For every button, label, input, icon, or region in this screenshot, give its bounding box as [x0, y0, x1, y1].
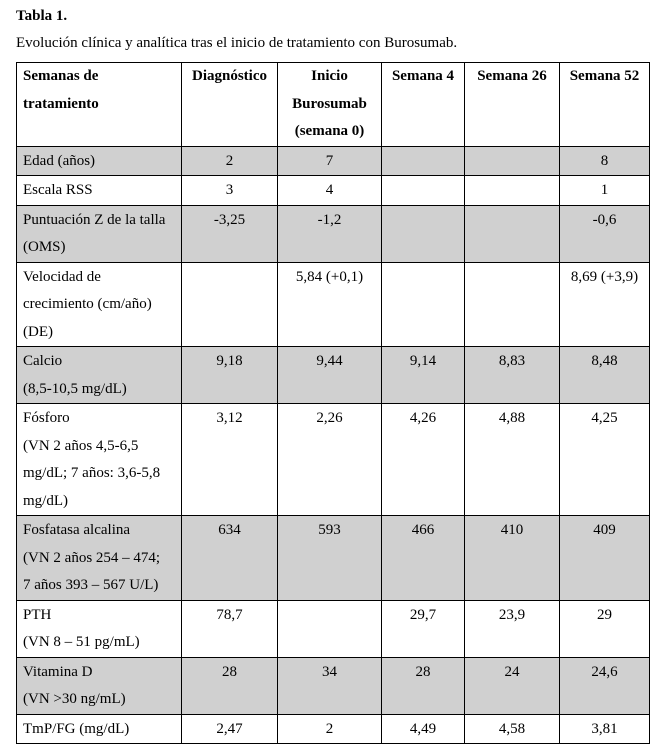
cell-text-line: Fosfatasa alcalina: [23, 522, 131, 538]
cell-text-line: Fósforo: [23, 410, 70, 426]
table-cell: 2,47: [182, 714, 278, 744]
table-cell: 4,26: [382, 404, 465, 516]
cell-text-line: Diagnóstico: [192, 68, 267, 84]
table-cell: 9,18: [182, 347, 278, 404]
table-title: Tabla 1.: [16, 8, 68, 24]
cell-text-line: PTH: [23, 606, 52, 623]
cell-text-line: Vitamina D: [23, 663, 93, 680]
row-label: [17, 262, 182, 347]
table-cell: [465, 205, 560, 262]
table-cell: -1,2: [278, 205, 382, 262]
table-cell: 3,12: [182, 404, 278, 516]
table-cell: 8,69 (+3,9): [560, 262, 650, 347]
column-header: [182, 63, 278, 147]
table-cell: [382, 176, 465, 206]
cell-text-line: (8,5-10,5 mg/dL): [23, 380, 127, 397]
table-cell: 4,49: [382, 714, 465, 744]
cell-text-line: crecimiento (cm/año): [23, 296, 152, 312]
row-label: [17, 657, 182, 714]
row-label: [17, 516, 182, 601]
cell-text-line: Semana 52: [569, 68, 640, 84]
cell-text-line: Burosumab: [292, 95, 367, 112]
table-cell: [382, 146, 465, 176]
table-cell: [465, 146, 560, 176]
cell-text-line: TmP/FG (mg/dL): [23, 720, 130, 737]
cell-text-line: Edad (años): [23, 152, 96, 169]
table-cell: 78,7: [182, 600, 278, 657]
cell-text-line: mg/dL): [23, 492, 68, 509]
table-cell: 634: [182, 516, 278, 601]
cell-text-line: Escala RSS: [23, 182, 93, 198]
cell-text-line: Calcio: [23, 353, 63, 369]
table-cell: 2: [278, 714, 382, 744]
table-row: [17, 516, 650, 601]
cell-text-line: (VN 8 – 51 pg/mL): [23, 634, 140, 650]
table-cell: 24,6: [560, 657, 650, 714]
table-cell: 3,81: [560, 714, 650, 744]
row-label: [17, 205, 182, 262]
table-row: [17, 205, 650, 262]
table-cell: 23,9: [465, 600, 560, 657]
table-row: [17, 347, 650, 404]
cell-text-line: Puntuación Z de la talla: [23, 211, 166, 228]
table-cell: [382, 205, 465, 262]
cell-text-line: Semana 26: [477, 68, 547, 84]
row-label: [17, 600, 182, 657]
column-header: [382, 63, 465, 147]
table-cell: 8,48: [560, 347, 650, 404]
table-row: [17, 714, 650, 744]
table-cell: 1: [560, 176, 650, 206]
table-row: [17, 146, 650, 176]
row-label: [17, 146, 182, 176]
table-cell: 7: [278, 146, 382, 176]
table-cell: [465, 262, 560, 347]
table-cell: 4: [278, 176, 382, 206]
table-cell: 28: [382, 657, 465, 714]
cell-text-line: 7 años 393 – 567 U/L): [23, 577, 159, 593]
row-label: [17, 404, 182, 516]
cell-text-line: Semana 4: [391, 68, 455, 84]
table-cell: 4,25: [560, 404, 650, 516]
table-cell: 4,58: [465, 714, 560, 744]
table-cell: [182, 262, 278, 347]
cell-text-line: Velocidad de: [23, 268, 101, 285]
table-cell: 8: [560, 146, 650, 176]
table-cell: 28: [182, 657, 278, 714]
table-cell: [278, 600, 382, 657]
table-cell: 9,14: [382, 347, 465, 404]
table-cell: 29: [560, 600, 650, 657]
cell-text-line: (DE): [23, 323, 53, 340]
cell-text-line: tratamiento: [23, 95, 99, 112]
table-row: [17, 176, 650, 206]
table-cell: 3: [182, 176, 278, 206]
table-cell: 2: [182, 146, 278, 176]
table-cell: 2,26: [278, 404, 382, 516]
cell-text-line: Semanas de: [23, 68, 99, 84]
row-label: [17, 347, 182, 404]
table-cell: -3,25: [182, 205, 278, 262]
table-cell: 29,7: [382, 600, 465, 657]
table-cell: 24: [465, 657, 560, 714]
table-cell: [465, 176, 560, 206]
table-header-row: [17, 63, 650, 147]
row-label: [17, 176, 182, 206]
table-row: [17, 600, 650, 657]
table-body: [17, 146, 650, 744]
table-caption: Evolución clínica y analítica tras el inicio de tratamiento con Burosumab.: [16, 35, 458, 51]
column-header: [278, 63, 382, 147]
table-cell: 409: [560, 516, 650, 601]
column-header: [17, 63, 182, 147]
cell-text-line: mg/dL; 7 años: 3,6-5,8: [23, 465, 161, 481]
table-row: [17, 262, 650, 347]
table-cell: 410: [465, 516, 560, 601]
cell-text-line: (VN >30 ng/mL): [23, 691, 126, 707]
table-cell: 466: [382, 516, 465, 601]
table-cell: [382, 262, 465, 347]
cell-text-line: (semana 0): [294, 123, 365, 139]
table-cell: 4,88: [465, 404, 560, 516]
results-table: [16, 62, 650, 744]
row-label: [17, 714, 182, 744]
table-cell: -0,6: [560, 205, 650, 262]
table-row: [17, 657, 650, 714]
table-cell: 593: [278, 516, 382, 601]
cell-text-line: (VN 2 años 4,5-6,5: [23, 437, 139, 454]
cell-text-line: Inicio: [311, 68, 348, 84]
column-header: [465, 63, 560, 147]
table-cell: 9,44: [278, 347, 382, 404]
column-header: [560, 63, 650, 147]
cell-text-line: (VN 2 años 254 – 474;: [23, 549, 161, 566]
cell-text-line: (OMS): [23, 239, 66, 255]
table-cell: 5,84 (+0,1): [278, 262, 382, 347]
table-cell: 8,83: [465, 347, 560, 404]
table-cell: 34: [278, 657, 382, 714]
table-row: [17, 404, 650, 516]
